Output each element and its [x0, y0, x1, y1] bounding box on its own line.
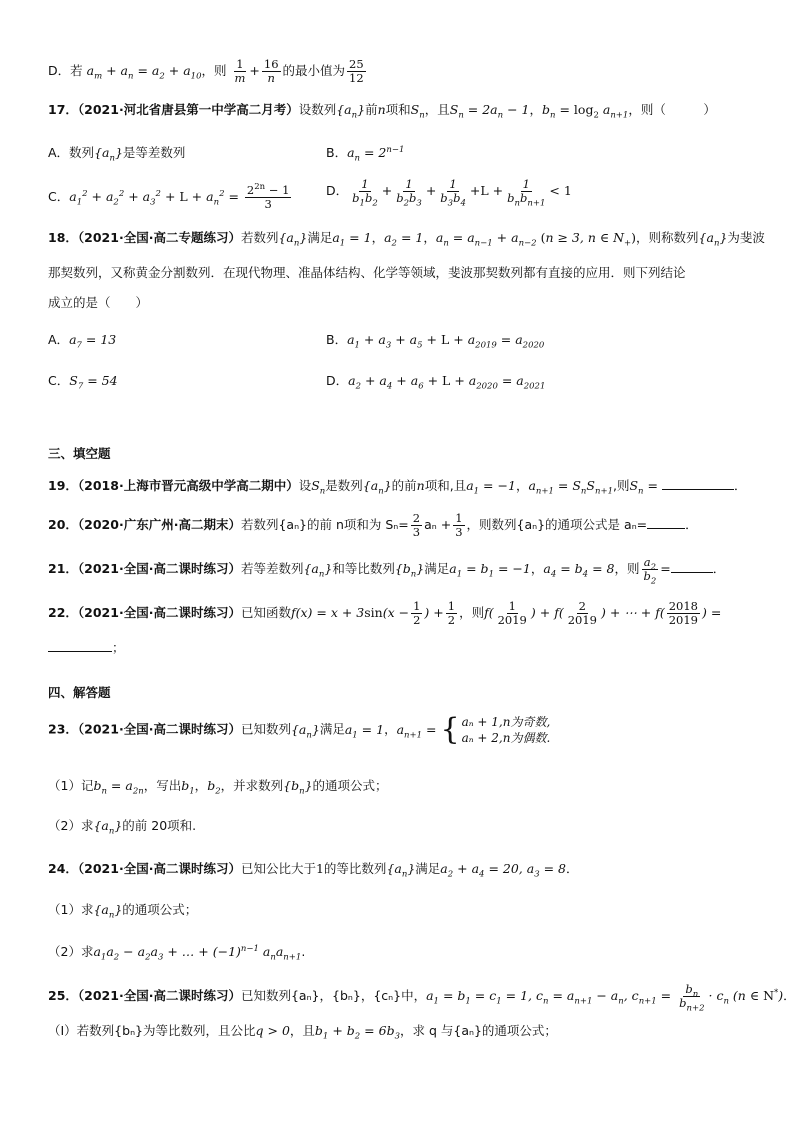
q18-line-3: 成立的是（ ）: [48, 295, 149, 310]
q17-option-d: D． $\frac{1}{b_1b_2}$ + $\frac{1}{b_2b_3}$ + $\frac{1}{b_3b_4}$ +L + $\frac{1}{b_nb_{n+1}}$ < 1: [326, 177, 572, 209]
q22-answer-line: ；: [48, 638, 125, 658]
fraction: $\frac{1}{m}$: [234, 57, 246, 85]
piecewise-cases: aₙ + 1,n为奇数, aₙ + 2,n为偶数.: [461, 715, 551, 745]
fraction: $\frac{16}{n}$: [263, 57, 279, 85]
question-19: 19．（2018·上海市晋元高级中学高二期中）设$S_n$是数列$\{a_n\}$的前n项和,且$a_1 = -1$，$a_{n+1} = S_nS_{n+1}$,则$S_n$ = ．: [48, 478, 747, 497]
question-23: 23．（2021·全国·高二课时练习）已知数列$\{a_n\}$满足$a_1 = 1$，$a_{n+1}$ = { aₙ + 1,n为奇数, aₙ + 2,n为偶数.: [48, 712, 551, 747]
q23-part-2: （2）求$\{a_n\}$的前 20项和.: [48, 818, 197, 837]
q23-part-1: （1）记$b_n = a_{2n}$，写出$b_1$，$b_2$，并求数列$\{b_n\}$的通项公式；: [48, 778, 388, 797]
answer-blank[interactable]: [647, 516, 685, 529]
question-25: 25．（2021·全国·高二课时练习）已知数列{aₙ}，{bₙ}，{cₙ}中，$a_1 = b_1 = c_1 = 1$, $c_n = a_{n+1} - a_n$, $c_{n+1}$ = $\frac{b_n}{b_{n+2}}$ · $c_n$ (n ∈ N*)．: [48, 982, 796, 1014]
q18-option-a: A．$a_7 = 13$: [48, 332, 117, 351]
section-heading-fill-in: 三、填空题: [48, 446, 111, 461]
q18-option-d: D．$a_2 + a_4 + a_6 + L + a_{2020} = a_{2021}$: [326, 373, 546, 392]
section-heading-solutions: 四、解答题: [48, 685, 111, 700]
fraction: $\frac{25}{12}$: [349, 57, 364, 85]
question-18: 18．（2021·全国·高二专题练习）若数列$\{a_n\}$满足$a_1 = 1$，$a_2 = 1$，$a_n = a_{n-1} + a_{n-2}$ (n ≥ 3, n ∈ $N_+$)，则称数列$\{a_n\}$为斐波: [48, 230, 765, 249]
q18-option-c: C．$S_7 = 54$: [48, 373, 118, 392]
q18-line-2: 那契数列，又称黄金分割数列．在现代物理、准晶体结构、化学等领域，斐波那契数列都有直接的应用．则下列结论: [48, 265, 686, 280]
q25-part-1: （Ⅰ）若数列{bₙ}为等比数列，且公比q > 0，且$b_1 + b_2 = 6b_3$，求 q 与{aₙ}的通项公式；: [48, 1023, 557, 1042]
q24-part-1: （1）求$\{a_n\}$的通项公式；: [48, 902, 198, 921]
question-21: 21．（2021·全国·高二课时练习）若等差数列$\{a_n\}$和等比数列$\{b_n\}$满足$a_1 = b_1 = -1$，$a_4 = b_4 = 8$，则 $\frac{a_2}{b_2}$ = ．: [48, 555, 726, 587]
answer-blank[interactable]: [662, 477, 734, 490]
fraction: $\frac{2^{2n} - 1}{3}$: [246, 182, 290, 211]
answer-blank[interactable]: [48, 639, 112, 652]
q24-part-2: （2）求$a_1a_2 - a_2a_3$ + … + $(-1)^{n-1}$ $a_na_{n+1}$.: [48, 943, 306, 963]
question-24: 24．（2021·全国·高二课时练习）已知公比大于1的等比数列$\{a_n\}$满足$a_2 + a_4 = 20$, $a_3 = 8$．: [48, 861, 579, 880]
q18-option-b: B．$a_1 + a_3 + a_5 + L + a_{2019} = a_{2020}$: [326, 332, 545, 351]
q17-option-a: A．数列$\{a_n\}$是等差数列: [48, 145, 186, 164]
answer-blank[interactable]: [671, 560, 713, 573]
q17-option-b: B．$a_n = 2^{n-1}$: [326, 144, 405, 164]
q17-option-c: C．$a_1^2 + a_2^2 + a_3^2 + L + a_n^2$ = $\frac{2^{2n} - 1}{3}$: [48, 182, 290, 211]
question-17: 17．（2021·河北省唐县第一中学高二月考）设数列$\{a_n\}$前n项和$S_n$，且$S_n = 2a_n - 1$，$b_n = \log_2 a_{n+1}$，则（ ）: [48, 102, 716, 121]
q16-option-d: D．若 $a_m + a_n = a_2 + a_{10}$，则 $\frac{1}{m}$ + $\frac{16}{n}$ 的最小值为 $\frac{25}{12}$: [48, 57, 364, 85]
question-22: 22．（2021·全国·高二课时练习）已知函数f(x) = x + 3sin(x − $\frac{1}{2}$ ) + $\frac{1}{2}$ ，则f( $\frac{1}{2019}$ ) + f( $\frac{2}{2019}$ ) + ⋯ + f( $\frac{2018}{2019}$ ) =: [48, 599, 722, 627]
math-expr: $a_m + a_n = a_2 + a_{10}$: [86, 63, 202, 82]
question-20: 20．（2020·广东广州·高二期末）若数列{aₙ}的前 n项和为 Sₙ= $\frac{2}{3}$ aₙ + $\frac{1}{3}$ ，则数列{aₙ}的通项公式是 aₙ= ．: [48, 511, 698, 539]
